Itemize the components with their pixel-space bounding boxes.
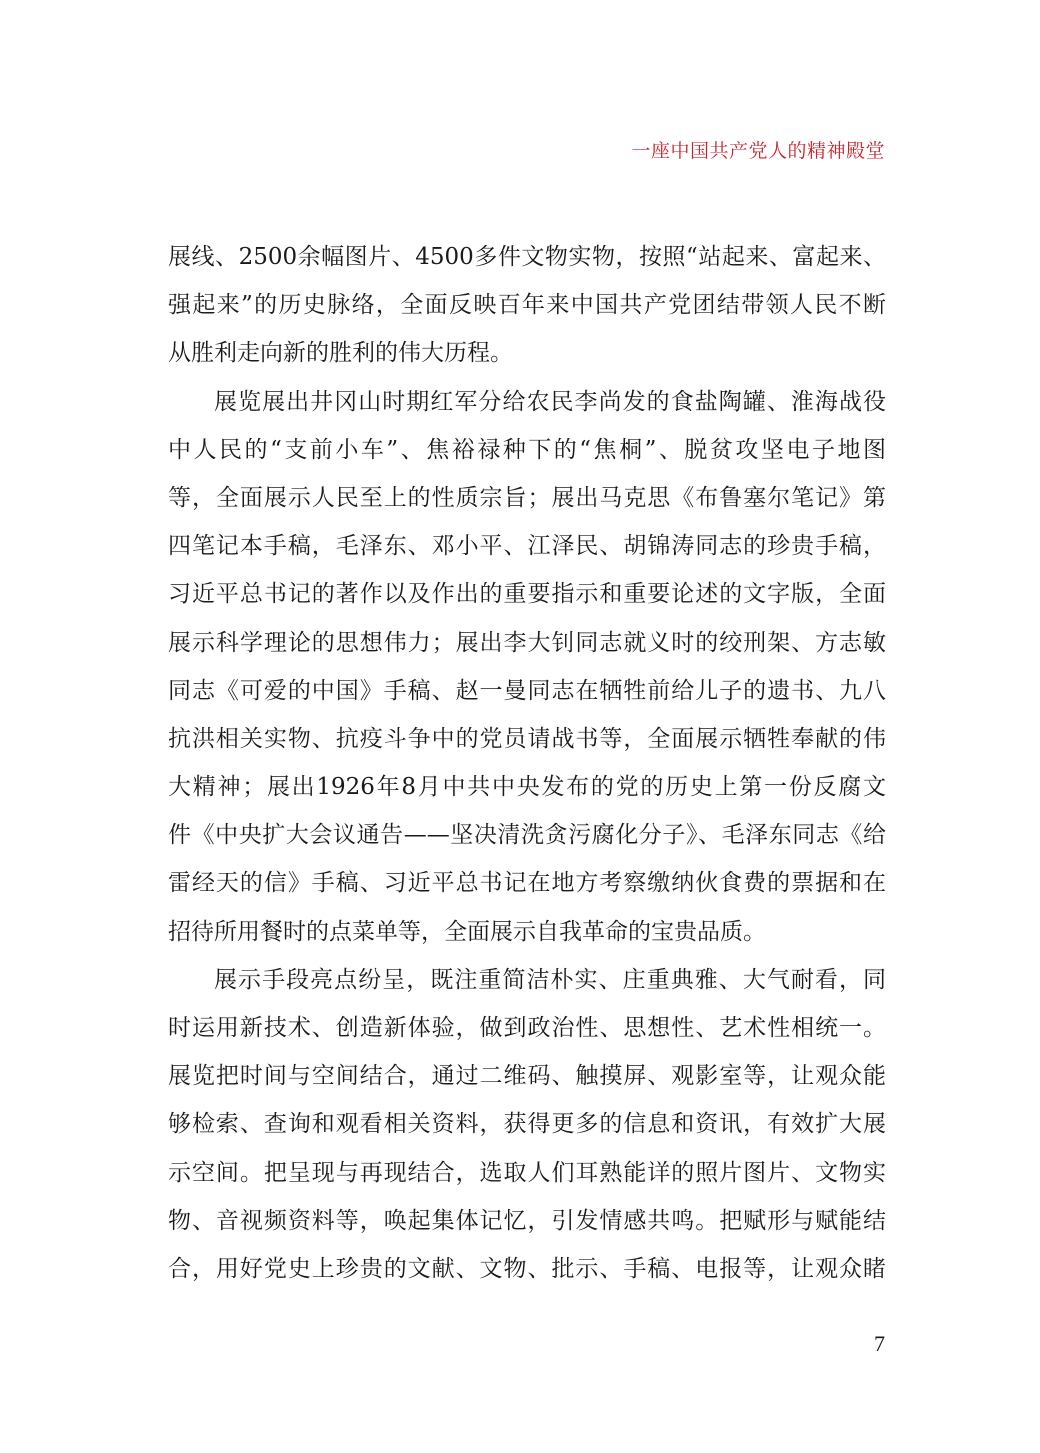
- page-number: 7: [874, 1331, 885, 1356]
- text-line: 示空间。把呈现与再现结合，选取人们耳熟能详的照片图片、文物实: [168, 1159, 886, 1186]
- text-line: 够检索、查询和观看相关资料，获得更多的信息和资讯，有效扩大展: [168, 1111, 886, 1138]
- text-line: 同志《可爱的中国》手稿、赵一曼同志在牺牲前给儿子的遗书、九八: [168, 677, 886, 704]
- text-line: 大精神；展出1926年8月中共中央发布的党的历史上第一份反腐文: [168, 774, 886, 801]
- text-line: 展览把时间与空间结合，通过二维码、触摸屏、观影室等，让观众能: [168, 1063, 886, 1090]
- paragraph: [168, 233, 886, 378]
- text-line: 习近平总书记的著作以及作出的重要指示和重要论述的文字版，全面: [168, 581, 886, 608]
- text-line: 强起来”的历史脉络，全面反映百年来中国共产党团结带领人民不断: [168, 292, 886, 319]
- text-line: 展线、2500余幅图片、4500多件文物实物，按照“站起来、富起来、: [168, 244, 886, 270]
- text-line: 等，全面展示人民至上的性质宗旨；展出马克思《布鲁塞尔笔记》第: [168, 484, 886, 511]
- paragraph: [168, 378, 886, 956]
- text-line: 雷经天的信》手稿、习近平总书记在地方考察缴纳伙食费的票据和在: [168, 870, 886, 897]
- text-line: 从胜利走向新的胜利的伟大历程。: [168, 340, 513, 367]
- text-line: 展示手段亮点纷呈，既注重简洁朴实、庄重典雅、大气耐看，同: [214, 966, 886, 993]
- text-line: 物、音视频资料等，唤起集体记忆，引发情感共鸣。把赋形与赋能结: [168, 1207, 886, 1234]
- text-line: 招待所用餐时的点菜单等，全面展示自我革命的宝贵品质。: [168, 918, 766, 945]
- text-line: 四笔记本手稿，毛泽东、邓小平、江泽民、胡锦涛同志的珍贵手稿，: [168, 533, 886, 560]
- text-line: 时运用新技术、创造新体验，做到政治性、思想性、艺术性相统一。: [168, 1015, 886, 1041]
- text-line: 展示科学理论的思想伟力；展出李大钊同志就义时的绞刑架、方志敏: [168, 629, 886, 656]
- text-line: 中人民的“支前小车”、焦裕禄种下的“焦桐”、脱贫攻坚电子地图: [168, 436, 886, 463]
- text-line: 件《中央扩大会议通告——坚决清洗贪污腐化分子》、毛泽东同志《给: [168, 822, 886, 849]
- paragraph: [168, 956, 886, 1293]
- text-line: 合，用好党史上珍贵的文献、文物、批示、手稿、电报等，让观众睹: [168, 1255, 886, 1282]
- text-line: 展览展出井冈山时期红军分给农民李尚发的食盐陶罐、淮海战役: [214, 388, 886, 415]
- text-line: 抗洪相关实物、抗疫斗争中的党员请战书等，全面展示牺牲奉献的伟: [168, 725, 886, 752]
- body-text: [168, 233, 886, 1293]
- running-header-title: 一座中国共产党人的精神殿堂: [631, 140, 885, 162]
